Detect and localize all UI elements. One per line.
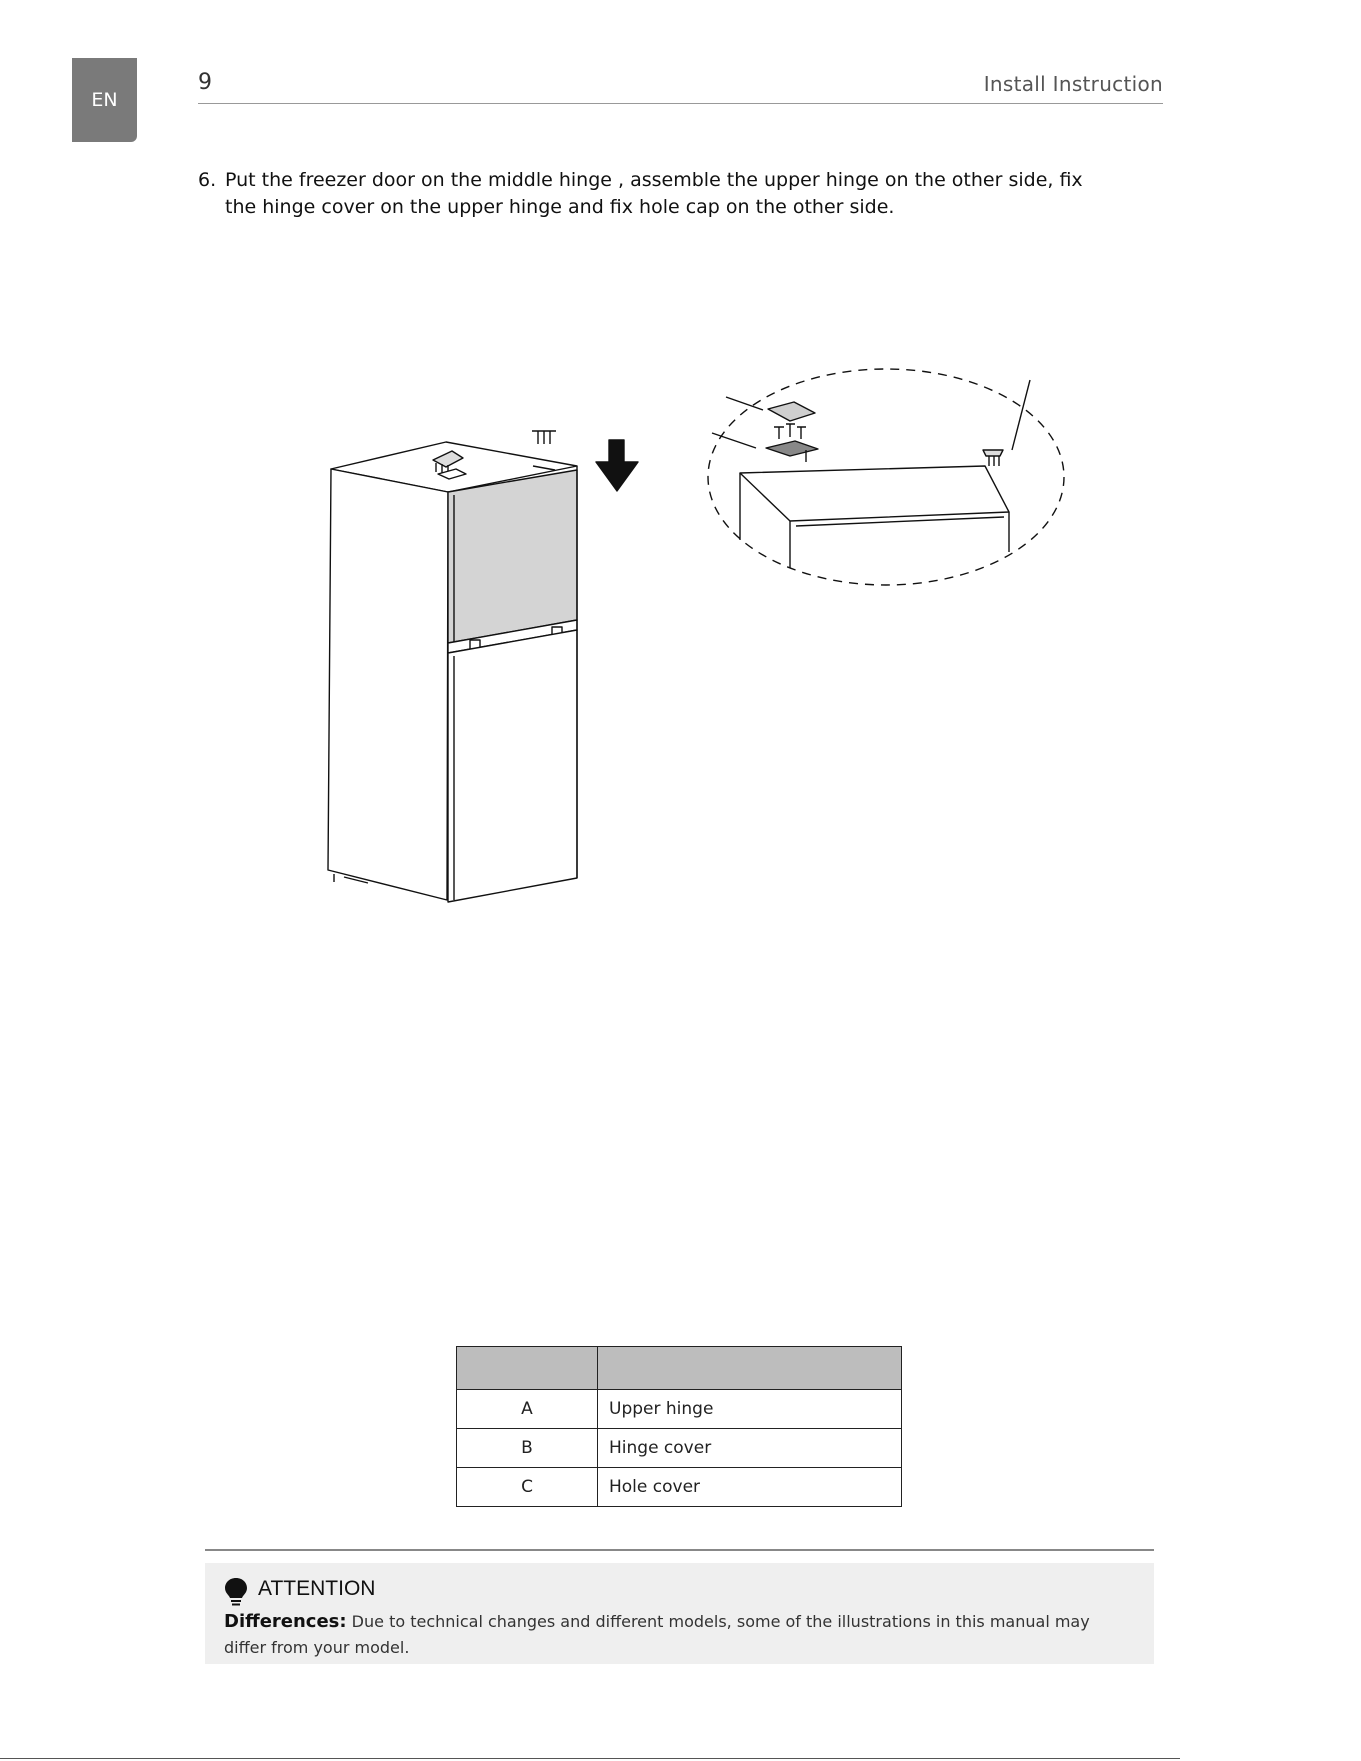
parts-table [456,1346,902,1507]
page-number: 9 [198,70,212,95]
header-title: Install Instruction [983,72,1163,96]
table-row [457,1468,902,1507]
attention-label: Differences: [224,1611,347,1632]
footer-divider [0,1758,1180,1759]
part-key: C [457,1468,598,1507]
table-header-key [457,1347,598,1390]
table-header-row [457,1347,902,1390]
part-label: Upper hinge [598,1390,902,1429]
attention-divider [205,1549,1154,1551]
lightbulb-icon [224,1577,248,1607]
language-tab: EN [72,58,137,142]
header-divider [198,103,1163,104]
table-row [457,1429,902,1468]
step-instruction [198,167,1098,221]
refrigerator-drawing [328,431,638,902]
attention-notice [205,1563,1154,1664]
attention-body: Due to technical changes and different models, some of the illustrations in this manual may differ from your model. [224,1612,1090,1657]
part-key: A [457,1390,598,1429]
attention-text [224,1609,1124,1661]
table-header-label [598,1347,902,1390]
table-row [457,1390,902,1429]
part-label: Hinge cover [598,1429,902,1468]
attention-title: ATTENTION [258,1577,376,1600]
part-label: Hole cover [598,1468,902,1507]
step-number: 6. [198,169,217,191]
step-text: Put the freezer door on the middle hinge , assemble the upper hinge on the other side, fix the hinge cover on the upper hinge and fix hole cap on the other side. [225,169,1083,218]
detail-zoom-drawing [708,369,1064,585]
part-key: B [457,1429,598,1468]
